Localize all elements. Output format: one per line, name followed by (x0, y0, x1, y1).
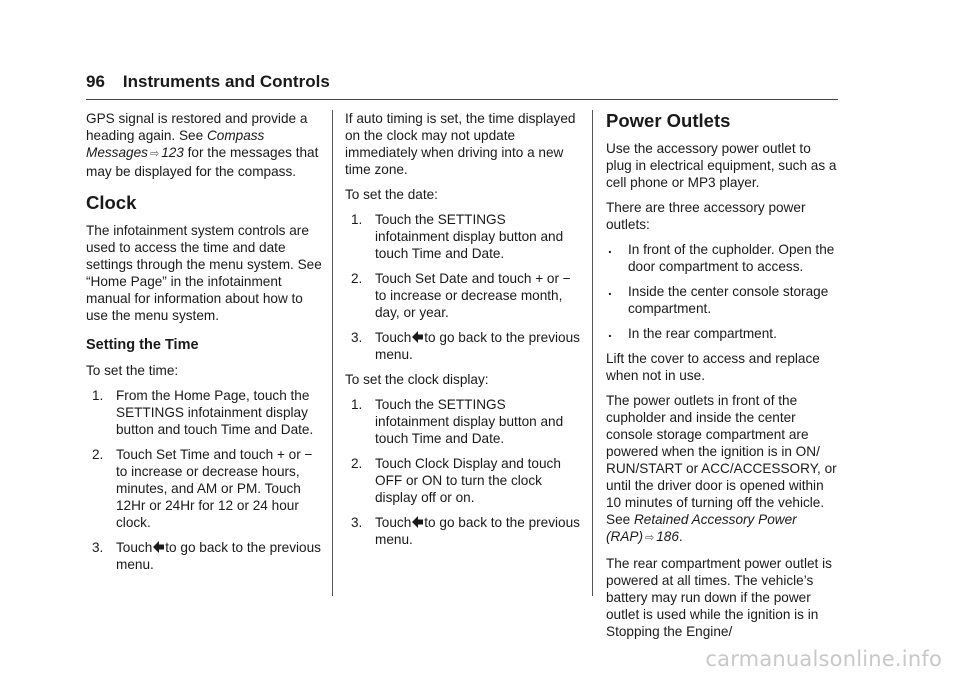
page-ref-123[interactable]: 123 (161, 145, 184, 160)
list-item: 1. Touch the SETTINGS infotainment display button and touch Time and Date. (351, 397, 564, 446)
page-reference-arrow-icon: ⇨ (645, 532, 655, 544)
page-ref-186[interactable]: 186 (656, 529, 679, 544)
column-right (606, 110, 840, 648)
list-item: 3. Touch to go back to the previous menu. (351, 330, 580, 362)
outlets-paragraph-5: The rear compartment power outlet is powered at all times. The vehicle’s battery may run down if the power outlet is used while the ignition is in Stopping the Engine/ (606, 556, 832, 639)
watermark: carmanualsonline.info (705, 647, 942, 671)
column-divider (332, 110, 333, 596)
compass-messages-link[interactable]: Compass Messages (86, 128, 265, 160)
back-arrow-icon (153, 541, 164, 553)
list-item: 2. Touch Clock Display and touch OFF or ON to turn the clock display off or on. (351, 456, 561, 505)
clock-paragraph: The infotainment system controls are used to access the time and date settings through the menu system. See “Home Page” in the infotainment manual for information about how to use the menu system. (86, 223, 322, 323)
retained-accessory-power-link[interactable]: Retained Accessory Power (RAP) (606, 512, 797, 544)
column-divider (592, 110, 593, 596)
set-time-intro: To set the time: (86, 363, 179, 378)
column-left (86, 110, 322, 581)
back-arrow-icon (412, 516, 423, 528)
list-item: 2. Touch Set Date and touch + or − to increase or decrease month, day, or year. (351, 271, 571, 320)
list-item: 3. Touch to go back to the previous menu. (92, 540, 321, 572)
setting-time-heading: Setting the Time (86, 337, 199, 353)
list-item: 2. Touch Set Time and touch + or − to increase or decrease hours, minutes, and AM or PM. Touch 12Hr or 24Hr for 12 or 24 hour clock. (92, 447, 313, 530)
list-item: 1. From the Home Page, touch the SETTINGS infotainment display button and touch Time and Date. (92, 388, 314, 437)
list-item: 1. Touch the SETTINGS infotainment display button and touch Time and Date. (351, 212, 564, 261)
page-number: 96 (86, 72, 105, 91)
column-middle (345, 110, 583, 556)
outlets-paragraph-2: There are three accessory power outlets: (606, 200, 806, 232)
outlets-paragraph-1: Use the accessory power outlet to plug in electrical equipment, such as a cell phone or MP3 player. (606, 141, 837, 190)
list-item: . In front of the cupholder. Open the door compartment to access. (608, 241, 835, 274)
outlets-paragraph-4: The power outlets in front of the cupholder and inside the center console storage compartment are powered when the ignition is in ON/ RUN/START or ACC/ACCESSORY, or until the driver door is opened within 10 minutes of turning off the vehicle. See Retained Accessory Power (RAP) ⇨ 186. (606, 393, 837, 544)
list-item: . Inside the center console storage compartment. (608, 283, 829, 316)
page-reference-arrow-icon: ⇨ (149, 148, 160, 160)
section-title: Instruments and Controls (122, 72, 330, 91)
outlets-paragraph-3: Lift the cover to access and replace when not in use. (606, 351, 820, 383)
page-header (86, 73, 838, 100)
clock-heading: Clock (86, 192, 137, 213)
back-arrow-icon (412, 331, 423, 343)
set-date-intro: To set the date: (345, 187, 438, 202)
auto-timing-paragraph: If auto timing is set, the time displayed on the clock may not update immediately when driving into a new time zone. (345, 111, 576, 177)
set-display-intro: To set the clock display: (345, 372, 489, 387)
power-outlets-heading: Power Outlets (606, 110, 731, 131)
list-item: 3. Touch to go back to the previous menu. (351, 515, 580, 547)
gps-paragraph: GPS signal is restored and provide a heading again. See Compass Messages ⇨ 123 for the messages that may be displayed for the compass. (86, 111, 319, 179)
list-item: . In the rear compartment. (608, 325, 777, 341)
